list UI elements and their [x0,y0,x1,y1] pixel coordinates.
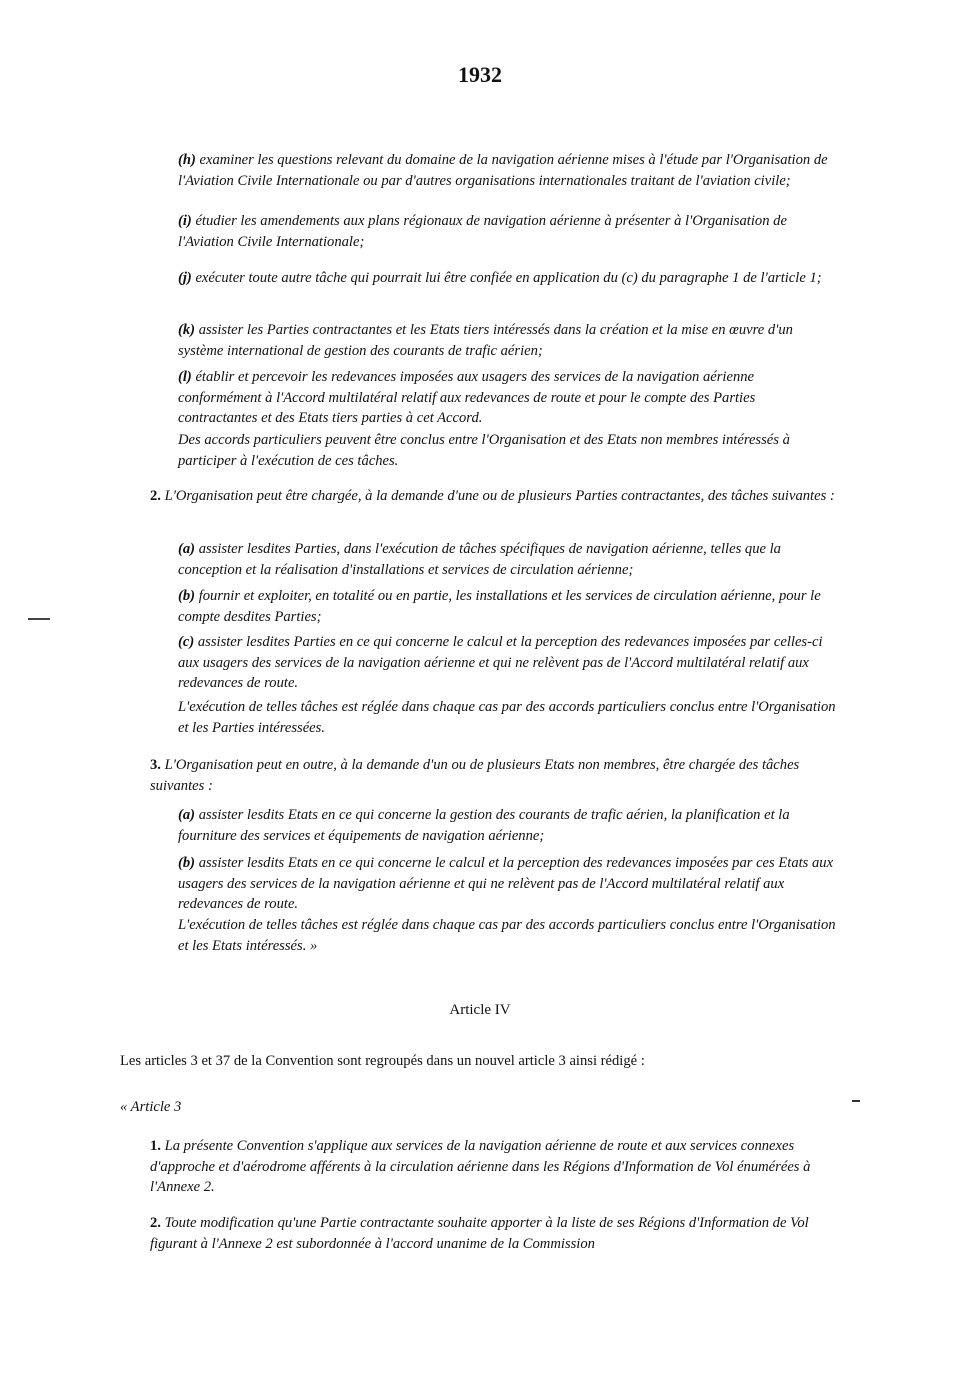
item-label: (i) [178,213,192,229]
paragraph-number: 2. [150,1215,161,1231]
item-label: (k) [178,322,196,338]
item-label: (j) [178,270,192,286]
item-l [178,367,838,429]
item-3a [178,805,838,846]
paragraph-text: La présente Convention s'applique aux services de la navigation aérienne de route et aux services connexes d'approche et d'aérodrome afférents à la circulation aérienne dans les Régions d'Information de Vol énumérées à l'Annexe 2. [150,1138,811,1195]
item-label: (c) [178,634,195,650]
paragraph-text: L'Organisation peut être chargée, à la demande d'une ou de plusieurs Parties contractantes, des tâches suivantes : [164,488,835,504]
item-2b [178,586,838,627]
block3-closing: L'exécution de telles tâches est réglée dans chaque cas par des accords particuliers conclus entre l'Organisation et les Etats intéressés. » [178,917,836,954]
article-heading: Article IV [449,1002,511,1018]
paragraph-number: 1. [150,1138,161,1154]
item-label: (a) [178,541,196,557]
paragraph-number: 2. [150,488,161,504]
block3-intro [150,755,838,796]
block2-intro [150,486,838,507]
margin-mark [28,618,50,620]
dash-mark [852,1100,860,1102]
item-text: fournir et exploiter, en totalité ou en partie, les installations et les services de circulation aérienne, pour le compte desdites Parties; [178,588,821,625]
item-label: (l) [178,369,192,385]
item-2c [178,632,838,694]
page-number: 1932 [458,62,502,87]
item-text: étudier les amendements aux plans régionaux de navigation aérienne à présenter à l'Organisation de l'Aviation Civile Internationale; [178,213,787,250]
item-text: établir et percevoir les redevances imposées aux usagers des services de la navigation aérienne conformément à l'Accord multilatéral relatif aux redevances de route et pour le compte des Parties contractantes et des Etats tiers parties à cet Accord. [178,369,756,426]
item-k [178,320,838,361]
item-label: (b) [178,588,196,604]
item-text: exécuter toute autre tâche qui pourrait lui être confiée en application du (c) du paragraphe 1 de l'article 1; [195,270,822,286]
block2-closing: L'exécution de telles tâches est réglée dans chaque cas par des accords particuliers conclus entre l'Organisation et les Parties intéressées. [178,699,836,736]
item-text: assister lesdites Parties en ce qui concerne le calcul et la perception des redevances imposées par celles-ci aux usagers des services de la navigation aérienne et qui ne relèvent pas de l'Accord multilatéral relatif aux redevances de route. [178,634,823,691]
paragraph-text: Toute modification qu'une Partie contractante souhaite apporter à la liste de ses Régions d'Information de Vol figurant à l'Annexe 2 est subordonnée à l'accord unanime de la Commission [150,1215,809,1252]
item-2a [178,539,838,580]
item-text: assister lesdits Etats en ce qui concerne le calcul et la perception des redevances imposées par ces Etats aux usagers des services de la navigation aérienne et qui ne relèvent pas de l'Accord multilatéral relatif aux redevances de route. [178,855,834,912]
item-label: (b) [178,855,196,871]
item-text: assister lesdites Parties, dans l'exécution de tâches spécifiques de navigation aérienne, telles que la conception et la réalisation d'installations et services de circulation aérienne; [178,541,781,578]
item-3b [178,853,838,915]
item-label: (h) [178,152,196,168]
article3-paragraph-1 [150,1136,840,1198]
paragraph-text: L'Organisation peut en outre, à la demande d'un ou de plusieurs Etats non membres, être chargée des tâches suivantes : [150,757,800,794]
item-text: assister les Parties contractantes et les Etats tiers intéressés dans la création et la mise en œuvre d'un système international de gestion des courants de trafic aérien; [178,322,793,359]
item-text: examiner les questions relevant du domaine de la navigation aérienne mises à l'étude par l'Organisation de l'Aviation Civile Internationale ou par d'autres organisations internationales traitant de l'aviation civile; [178,152,828,189]
block1-closing: Des accords particuliers peuvent être conclus entre l'Organisation et des Etats non membres intéressés à participer à l'exécution de ces tâches. [178,432,790,469]
paragraph-number: 3. [150,757,161,773]
article3-paragraph-2 [150,1213,840,1254]
article3-title: « Article 3 [120,1099,182,1115]
item-j [178,268,838,289]
item-text: assister lesdits Etats en ce qui concerne la gestion des courants de trafic aérien, la planification et la fourniture des services et équipements de navigation aérienne; [178,807,790,844]
item-h [178,150,838,191]
item-label: (a) [178,807,196,823]
article-intro: Les articles 3 et 37 de la Convention sont regroupés dans un nouvel article 3 ainsi rédigé : [120,1053,645,1069]
item-i [178,211,838,252]
